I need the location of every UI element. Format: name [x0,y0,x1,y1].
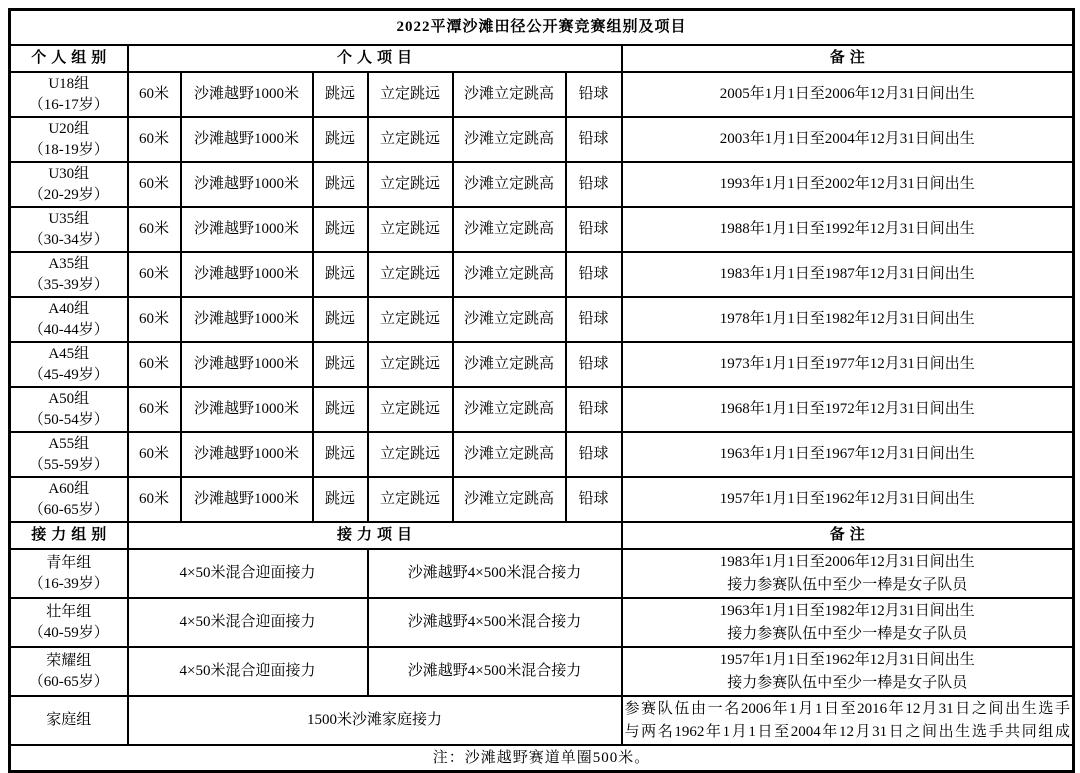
event-cell: 沙滩立定跳高 [453,342,566,387]
group-cell [10,297,128,342]
relay-events-header: 接力项目 [128,522,622,549]
individual-row [10,477,1074,522]
event-cell: 跳远 [313,432,368,477]
page-title: 2022平潭沙滩田径公开赛竞赛组别及项目 [10,10,1074,46]
relay-row [10,549,1074,598]
relay-event-cell: 4×50米混合迎面接力 [128,598,368,647]
individual-group-header: 个人组别 [10,45,128,72]
event-cell: 沙滩立定跳高 [453,252,566,297]
event-cell: 60米 [128,342,181,387]
remark-cell: 1978年1月1日至1982年12月31日间出生 [622,297,1074,342]
group-age: （60-65岁） [28,501,109,518]
event-cell: 沙滩立定跳高 [453,117,566,162]
group-name: A45组 [48,346,90,363]
individual-remark-header: 备注 [622,45,1074,72]
relay-group-header: 接力组别 [10,522,128,549]
relay-row [10,647,1074,696]
relay-row [10,598,1074,647]
event-cell: 立定跳远 [368,207,453,252]
group-cell [10,432,128,477]
event-cell: 沙滩立定跳高 [453,207,566,252]
event-cell: 立定跳远 [368,387,453,432]
family-event-cell: 1500米沙滩家庭接力 [128,696,622,745]
event-cell: 跳远 [313,207,368,252]
individual-row [10,342,1074,387]
group-name: A40组 [48,301,90,318]
individual-row [10,72,1074,117]
event-cell: 铅球 [566,117,622,162]
group-cell [10,549,128,598]
event-cell: 沙滩立定跳高 [453,432,566,477]
group-cell [10,72,128,117]
event-cell: 沙滩立定跳高 [453,387,566,432]
group-age: （40-44岁） [28,321,109,338]
title-row [10,10,1074,46]
remark-cell: 1983年1月1日至1987年12月31日间出生 [622,252,1074,297]
individual-row [10,252,1074,297]
remark-cell [622,549,1074,598]
event-cell: 沙滩越野1000米 [181,477,313,522]
group-name: 荣耀组 [46,653,92,670]
event-cell: 立定跳远 [368,162,453,207]
event-cell: 立定跳远 [368,72,453,117]
event-cell: 60米 [128,252,181,297]
event-cell: 铅球 [566,342,622,387]
event-cell: 铅球 [566,432,622,477]
event-cell: 铅球 [566,162,622,207]
event-cell: 沙滩立定跳高 [453,162,566,207]
event-cell: 立定跳远 [368,477,453,522]
event-cell: 跳远 [313,72,368,117]
event-cell: 沙滩越野1000米 [181,342,313,387]
group-name: 壮年组 [46,604,92,621]
event-cell: 立定跳远 [368,432,453,477]
footer-note-row [10,745,1074,772]
group-age: （45-49岁） [28,366,109,383]
event-cell: 60米 [128,387,181,432]
group-age: （18-19岁） [28,141,109,158]
family-row [10,696,1074,745]
relay-event-cell: 4×50米混合迎面接力 [128,647,368,696]
group-age: （55-59岁） [28,456,109,473]
remark-cell: 1963年1月1日至1967年12月31日间出生 [622,432,1074,477]
event-cell: 60米 [128,477,181,522]
event-cell: 跳远 [313,252,368,297]
group-name: U35组 [48,211,90,228]
group-name: 青年组 [46,555,92,572]
event-cell: 跳远 [313,387,368,432]
event-cell: 60米 [128,117,181,162]
group-cell: 家庭组 [10,696,128,745]
remark-cell: 1988年1月1日至1992年12月31日间出生 [622,207,1074,252]
remark-cell: 1957年1月1日至1962年12月31日间出生 [622,477,1074,522]
group-age: （16-39岁） [28,575,109,592]
remark-line: 接力参赛队伍中至少一棒是女子队员 [727,625,968,642]
remark-cell: 2005年1月1日至2006年12月31日间出生 [622,72,1074,117]
event-cell: 跳远 [313,342,368,387]
event-cell: 60米 [128,207,181,252]
relay-event-cell: 沙滩越野4×500米混合接力 [368,647,622,696]
group-age: （40-59岁） [28,624,109,641]
group-name: U18组 [48,76,90,93]
footer-note: 注：沙滩越野赛道单圈500米。 [10,745,1074,772]
event-cell: 立定跳远 [368,252,453,297]
event-cell: 沙滩越野1000米 [181,387,313,432]
group-name: A35组 [48,256,90,273]
group-age: （50-54岁） [28,411,109,428]
event-cell: 立定跳远 [368,297,453,342]
event-cell: 60米 [128,432,181,477]
event-cell: 跳远 [313,297,368,342]
relay-header-row [10,522,1074,549]
event-cell: 沙滩越野1000米 [181,162,313,207]
group-age: （35-39岁） [28,276,109,293]
event-cell: 跳远 [313,477,368,522]
event-cell: 跳远 [313,117,368,162]
event-cell: 沙滩立定跳高 [453,297,566,342]
remark-line: 1957年1月1日至1962年12月31日间出生 [719,652,975,668]
remark-cell [622,696,1074,745]
remark-cell [622,647,1074,696]
event-cell: 铅球 [566,207,622,252]
event-cell: 沙滩越野1000米 [181,252,313,297]
relay-event-cell: 4×50米混合迎面接力 [128,549,368,598]
group-name: U30组 [48,166,90,183]
event-cell: 沙滩越野1000米 [181,117,313,162]
event-cell: 铅球 [566,477,622,522]
group-name: A55组 [48,436,90,453]
group-cell [10,387,128,432]
individual-row [10,432,1074,477]
group-cell [10,252,128,297]
remark-cell: 2003年1月1日至2004年12月31日间出生 [622,117,1074,162]
group-name: A60组 [48,481,90,498]
individual-header-row [10,45,1074,72]
group-age: （16-17岁） [28,96,109,113]
event-cell: 立定跳远 [368,117,453,162]
event-cell: 60米 [128,297,181,342]
group-cell [10,477,128,522]
event-cell: 沙滩越野1000米 [181,207,313,252]
remark-cell: 1993年1月1日至2002年12月31日间出生 [622,162,1074,207]
event-cell: 立定跳远 [368,342,453,387]
relay-event-cell: 沙滩越野4×500米混合接力 [368,598,622,647]
group-cell [10,162,128,207]
group-cell [10,598,128,647]
event-cell: 沙滩越野1000米 [181,297,313,342]
event-cell: 铅球 [566,387,622,432]
remark-line: 1963年1月1日至1982年12月31日间出生 [719,603,975,619]
event-cell: 沙滩立定跳高 [453,72,566,117]
group-name: U20组 [48,121,90,138]
event-cell: 60米 [128,162,181,207]
group-age: （60-65岁） [28,673,109,690]
group-cell [10,207,128,252]
remark-line: 参赛队伍由一名2006年1月1日至2016年12月31日之间出生选手 [624,701,1071,717]
event-cell: 沙滩立定跳高 [453,477,566,522]
individual-row [10,387,1074,432]
remark-line: 接力参赛队伍中至少一棒是女子队员 [727,576,968,593]
group-cell [10,647,128,696]
remark-cell: 1973年1月1日至1977年12月31日间出生 [622,342,1074,387]
remark-line: 与两名1962年1月1日至2004年12月31日之间出生选手共同组成 [624,723,1071,740]
relay-event-cell: 沙滩越野4×500米混合接力 [368,549,622,598]
event-cell: 沙滩越野1000米 [181,432,313,477]
group-age: （30-34岁） [28,231,109,248]
event-cell: 跳远 [313,162,368,207]
individual-events-header: 个人项目 [128,45,622,72]
remark-line: 接力参赛队伍中至少一棒是女子队员 [727,674,968,691]
event-cell: 沙滩越野1000米 [181,72,313,117]
competition-table [8,8,1075,773]
individual-row [10,207,1074,252]
individual-row [10,162,1074,207]
event-cell: 铅球 [566,252,622,297]
remark-cell [622,598,1074,647]
individual-row [10,117,1074,162]
group-name: A50组 [48,391,90,408]
relay-remark-header: 备注 [622,522,1074,549]
event-cell: 60米 [128,72,181,117]
group-cell [10,117,128,162]
individual-row [10,297,1074,342]
group-cell [10,342,128,387]
group-age: （20-29岁） [28,186,109,203]
remark-cell: 1968年1月1日至1972年12月31日间出生 [622,387,1074,432]
event-cell: 铅球 [566,72,622,117]
remark-line: 1983年1月1日至2006年12月31日间出生 [719,554,975,570]
event-cell: 铅球 [566,297,622,342]
